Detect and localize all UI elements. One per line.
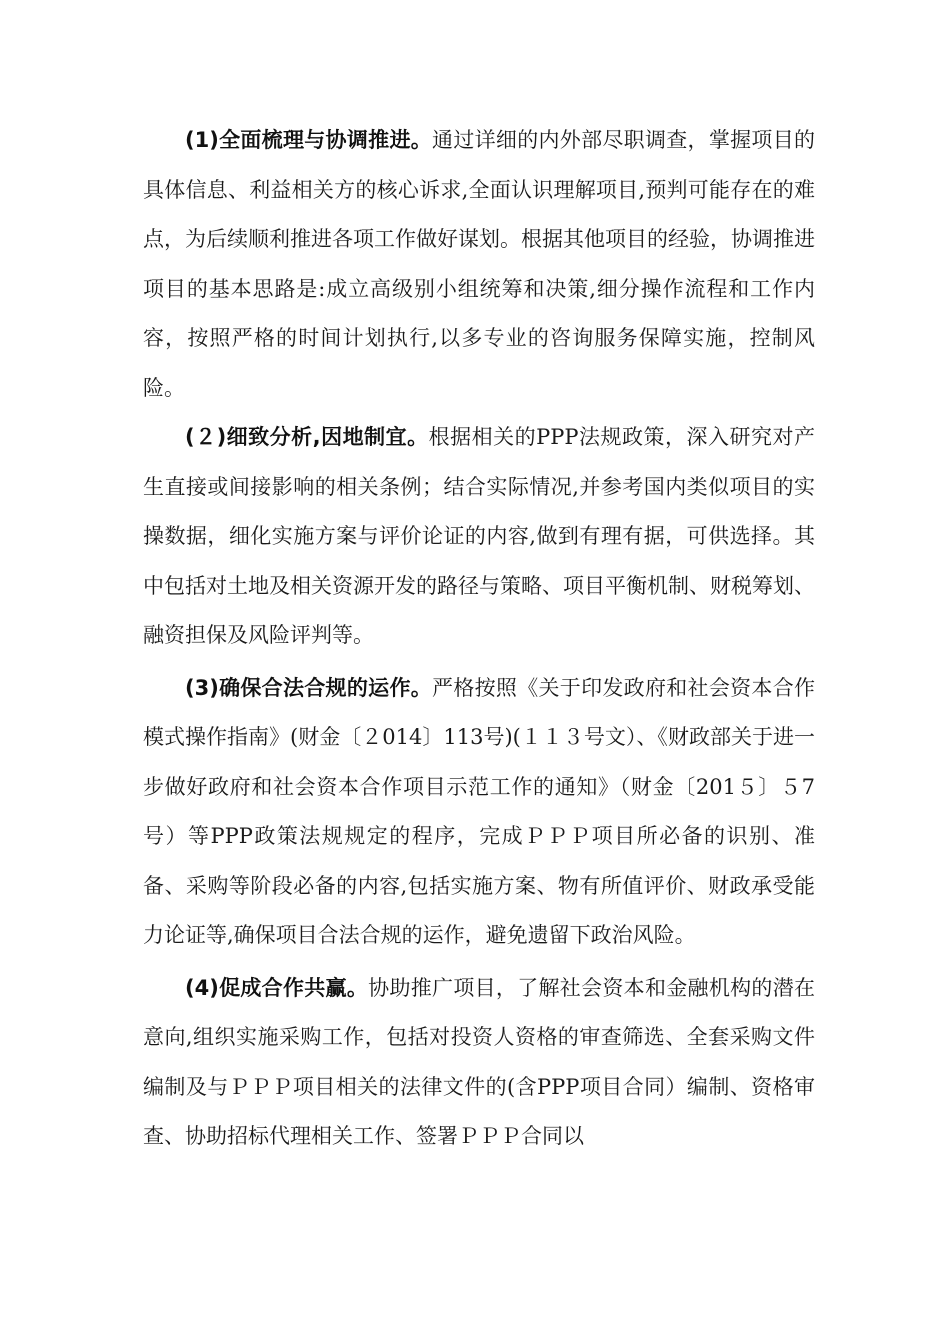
paragraph-3-text: 严格按照《关于印发政府和社会资本合作模式操作指南》(财金〔２014〕113号)(１１３号文）、《财政部关于进一步做好政府和社会资本合作项目示范工作的通知》（财金〔201５〕５7号）等PPP政策法规规定的程序，完成ＰＰＰ项目所必备的识别、准备、采购等阶段必备的内容,包括实施方案、物有所值评价、财政承受能力论证等,确保项目合法合规的运作，避免遗留下政治风险。 bbox=[143, 675, 816, 947]
paragraph-3-heading: (3)确保合法合规的运作。 bbox=[185, 675, 433, 700]
paragraph-2-heading: (２)细致分析,因地制宜。 bbox=[185, 425, 429, 449]
paragraph-4 bbox=[143, 964, 815, 1162]
paragraph-1-text: 通过详细的内外部尽职调查，掌握项目的具体信息、利益相关方的核心诉求,全面认识理解项目,预判可能存在的难点，为后续顺利推进各项工作做好谋划。根据其他项目的经验，协调推进项目的基本思路是:成立高级别小组统筹和决策,细分操作流程和工作内容，按照严格的时间计划执行,以多专业的咨询服务保障实施，控制风险。 bbox=[143, 128, 816, 400]
paragraph-1-heading: (1)全面梳理与协调推进。 bbox=[185, 128, 433, 152]
paragraph-4-text: 协助推广项目，了解社会资本和金融机构的潜在意向,组织实施采购工作，包括对投资人资格的审查筛选、全套采购文件编制及与ＰＰＰ项目相关的法律文件的(含PPP项目合同）编制、资格审查、协助招标代理相关工作、签署ＰＰＰ合同以 bbox=[143, 975, 816, 1148]
document-body bbox=[143, 116, 815, 1162]
paragraph-2-text: 根据相关的PPP法规政策，深入研究对产生直接或间接影响的相关条例；结合实际情况,并参考国内类似项目的实操数据，细化实施方案与评价论证的内容,做到有理有据，可供选择。其中包括对土地及相关资源开发的路径与策略、项目平衡机制、财税筹划、融资担保及风险评判等。 bbox=[143, 425, 815, 647]
paragraph-3 bbox=[143, 664, 815, 961]
paragraph-2 bbox=[143, 413, 815, 661]
paragraph-1 bbox=[143, 116, 815, 413]
paragraph-4-heading: (4)促成合作共赢。 bbox=[185, 975, 369, 1000]
